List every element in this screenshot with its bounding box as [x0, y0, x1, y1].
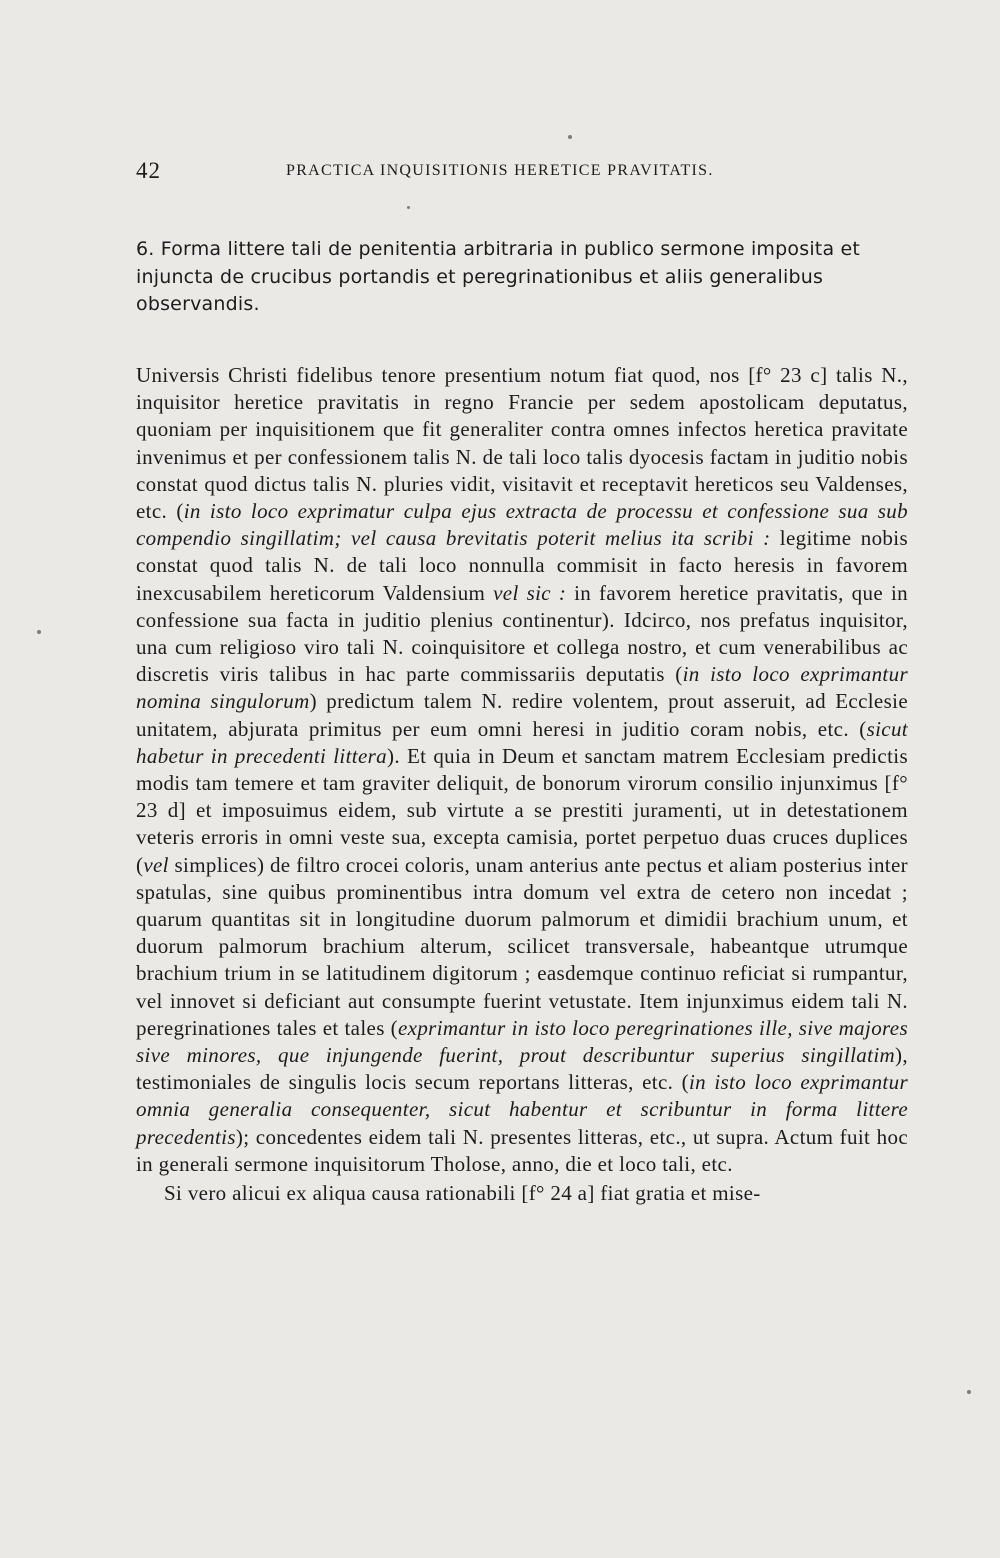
text-run: ); concedentes eidem tali N. presentes litteras, etc., ut supra. Actum fuit hoc in generali sermone inquisitorum Tholose, anno, die et loco tali, etc.: [136, 1124, 908, 1176]
text-run: ) predictum talem N. redire volentem, prout asseruit, ad Ecclesie unitatem, abjurata primitus per eum omni heresi in juditio coram nobis, etc. (: [136, 689, 908, 741]
paper-speck: [568, 135, 572, 139]
italic-run: in isto loco exprimantur omnia generalia consequenter, sicut habentur et scribuntur in forma littere precedentis: [136, 1070, 908, 1149]
paragraph-letter: [136, 362, 908, 1178]
text-run: Universis Christi fidelibus tenore presentium notum fiat quod, nos [f° 23 c] talis N., inquisitor heretice pravitatis in regno Francie per sedem apostolicam deputatus, quoniam per inquisitionem que fit generaliter contra omnes infectos heretica pravitate invenimus et per confessionem talis N. de tali loco talis dyocesis factam in juditio nobis constat quod dictus talis N. pluries vidit, visitavit et receptavit hereticos seu Valdenses, etc. (: [136, 363, 908, 524]
text-run: in favorem heretice pravitatis, que in confessione sua facta in juditio plenius continentur). Idcirco, nos prefatus inquisitor, una cum religioso viro tali N. coinquisitore et collega nostro, et cum venerabilibus ac discretis viris talibus in hac parte commissariis deputatis (: [136, 580, 908, 687]
italic-run: in isto loco exprimantur nomina singulorum: [136, 662, 908, 714]
paper-speck: [407, 206, 410, 209]
text-run: ). Et quia in Deum et sanctam matrem Ecclesiam predictis modis tam temere et tam graviter deliquit, de bonorum virorum consilio injunximus [f° 23 d] et imposuimus eidem, sub virtute a se prestiti juramenti, ut in detestationem veteris erroris in omni veste sua, excepta camisia, portet perpetuo duas cruces duplices (: [136, 743, 908, 877]
running-title: PRACTICA INQUISITIONIS HERETICE PRAVITATIS.: [286, 162, 714, 179]
italic-run: in isto loco exprimatur culpa ejus extracta de processu et confessione sua sub compendio singillatim; vel causa brevitatis poterit melius ita scribi :: [136, 499, 908, 551]
section-heading: 6. Forma littere tali de penitentia arbitraria in publico sermone imposita et injuncta de crucibus portandis et peregrinationibus et aliis generalibus observandis.: [136, 238, 861, 315]
italic-run: sicut habetur in precedenti littera: [136, 716, 908, 768]
paper-speck: [37, 630, 41, 634]
italic-run: exprimantur in isto loco peregrinationes ille, sive majores sive minores, que injungende fuerint, prout describuntur superius singillatim: [136, 1015, 908, 1068]
text-run: legitime nobis constat quod talis N. de tali loco nonnulla commisit in facto heresis in favorem inexcusabilem hereticorum Valdensium: [136, 526, 908, 605]
body-text: [136, 362, 908, 1207]
italic-run: vel: [143, 852, 169, 877]
text-run: ), testimoniales de singulis locis secum reportans litteras, etc. (: [136, 1043, 908, 1095]
text-run: simplices) de filtro crocei coloris, unam anterius ante pectus et aliam posterius inter spatulas, sine quibus prominentibus intra domum vel extra de cetero non incedat ; quarum quantitas sit in longitudine duorum palmorum et dimidii brachium unum, et duorum palmorum brachium alterum, scilicet transversale, habeantque utrumque brachium trium in se latitudinem digitorum ; easdemque continuo reficiat si rumpantur, vel innovet si deficiant aut consumpte fuerint vetustate. Item injunximus eidem tali N. peregrinationes tales et tales (: [136, 852, 908, 1040]
running-head: [136, 158, 908, 188]
paper-speck: [967, 1390, 971, 1394]
paragraph-continuation: Si vero alicui ex aliqua causa rationabili [f° 24 a] fiat gratia et mise-: [164, 1181, 761, 1206]
page-number: 42: [136, 158, 161, 183]
italic-run: vel sic :: [493, 580, 567, 605]
